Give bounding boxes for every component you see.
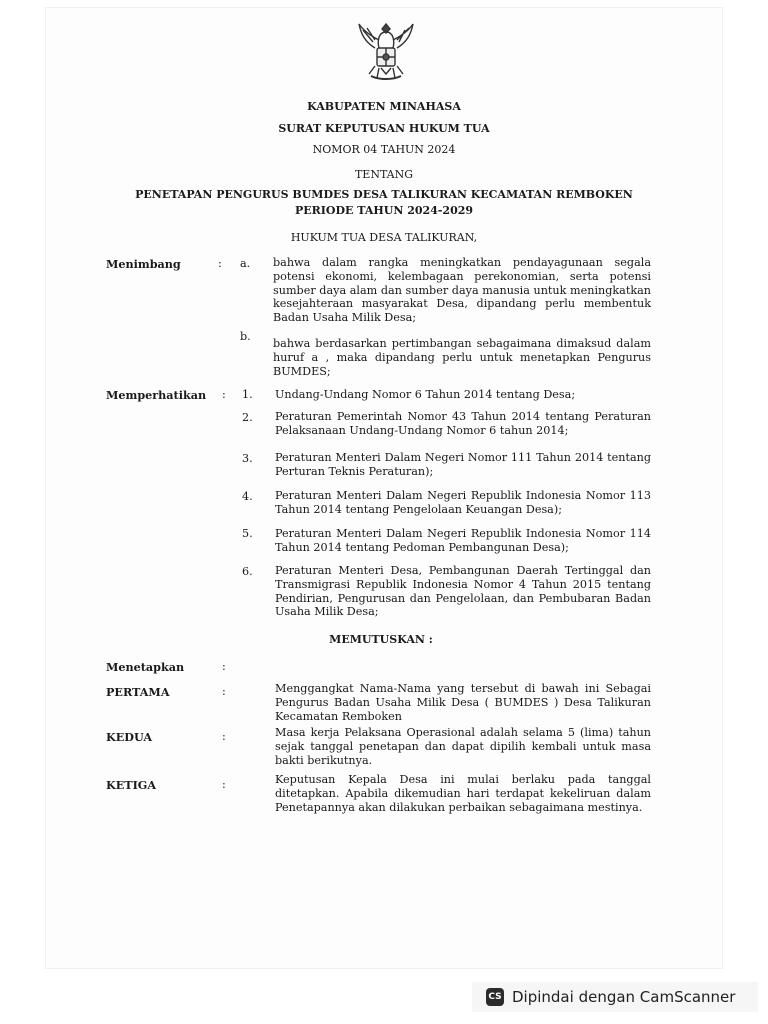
ketiga-label: KETIGA xyxy=(106,778,157,792)
menimbang-marker-a: a. xyxy=(240,257,251,270)
menimbang-item-b: bahwa berdasarkan pertimbangan sebagaimana dimaksud dalam huruf a , maka dipandang perlu untuk menetapkan Pengurus BUMDES; xyxy=(273,337,651,378)
menimbang-item-a: bahwa dalam rangka meningkatkan pendayagunaan segala potensi ekonomi, kelembagaan perekonomian, serta potensi sumber daya alam dan sumber daya manusia untuk meningkatkan kesejahteraan masyarakat Desa, dipandang perlu membentuk Badan Usaha Milik Desa; xyxy=(273,256,651,325)
pertama-label: PERTAMA xyxy=(106,685,170,699)
law-marker-3: 3. xyxy=(242,452,253,465)
camscanner-watermark xyxy=(472,982,758,1012)
watermark-text: Dipindai dengan CamScanner xyxy=(512,988,736,1006)
menimbang-marker-b: b. xyxy=(240,330,251,343)
menetapkan-label: Menetapkan xyxy=(106,660,185,674)
law-marker-5: 5. xyxy=(242,527,253,540)
decree-title: SURAT KEPUTUSAN HUKUM TUA xyxy=(278,122,490,135)
menetapkan-colon: : xyxy=(222,660,226,673)
law-item-2: Peraturan Pemerintah Nomor 43 Tahun 2014 tentang Peraturan Pelaksanaan Undang-Undang Nomor 6 tahun 2014; xyxy=(275,410,651,437)
authority-line: HUKUM TUA DESA TALIKURAN, xyxy=(290,231,478,244)
law-marker-4: 4. xyxy=(242,490,253,503)
memutuskan-heading: MEMUTUSKAN : xyxy=(329,633,433,646)
memperhatikan-colon: : xyxy=(222,388,226,401)
pertama-colon: : xyxy=(222,685,226,698)
law-item-6: Peraturan Menteri Desa, Pembangunan Daerah Tertinggal dan Transmigrasi Republik Indonesia Nomor 4 Tahun 2015 tentang Pendirian, Pengurusan dan Pengelolaan, dan Pembubaran Badan Usaha Milik Desa; xyxy=(275,564,651,619)
pertama-text: Menggangkat Nama-Nama yang tersebut di bawah ini Sebagai Pengurus Badan Usaha Milik Desa ( BUMDES ) Desa Talikuran Kecamatan Remboken xyxy=(275,682,651,723)
ketiga-colon: : xyxy=(222,778,226,791)
kedua-colon: : xyxy=(222,730,226,743)
subject-line-2: PERIODE TAHUN 2024-2029 xyxy=(294,204,474,217)
kedua-label: KEDUA xyxy=(106,730,153,744)
law-item-1: Undang-Undang Nomor 6 Tahun 2014 tentang Desa; xyxy=(275,388,576,401)
decree-number: NOMOR 04 TAHUN 2024 xyxy=(312,143,456,156)
about-heading: TENTANG xyxy=(354,168,414,181)
menimbang-label: Menimbang xyxy=(106,257,181,271)
law-item-5: Peraturan Menteri Dalam Negeri Republik Indonesia Nomor 114 Tahun 2014 tentang Pedoman Pembangunan Desa); xyxy=(275,527,651,554)
subject-line-1: PENETAPAN PENGURUS BUMDES DESA TALIKURAN KECAMATAN REMBOKEN xyxy=(135,188,633,201)
kedua-text: Masa kerja Pelaksana Operasional adalah selama 5 (lima) tahun sejak tanggal penetapan dan dapat dipilih kembali untuk masa bakti berikutnya. xyxy=(275,726,651,767)
garuda-emblem-icon xyxy=(355,18,417,86)
memperhatikan-label: Memperhatikan xyxy=(106,388,207,402)
regency-title: KABUPATEN MINAHASA xyxy=(307,100,461,113)
law-marker-2: 2. xyxy=(242,411,253,424)
law-item-4: Peraturan Menteri Dalam Negeri Republik Indonesia Nomor 113 Tahun 2014 tentang Pengelolaan Keuangan Desa); xyxy=(275,489,651,516)
law-marker-6: 6. xyxy=(242,565,253,578)
camscanner-logo-icon: CS xyxy=(486,988,504,1006)
law-marker-1: 1. xyxy=(242,388,253,401)
law-item-3: Peraturan Menteri Dalam Negeri Nomor 111 Tahun 2014 tentang Perturan Teknis Peraturan); xyxy=(275,451,651,478)
ketiga-text: Keputusan Kepala Desa ini mulai berlaku pada tanggal ditetapkan. Apabila dikemudian hari terdapat kekeliruan dalam Penetapannya akan dilakukan perbaikan sebagaimana mestinya. xyxy=(275,773,651,814)
menimbang-colon: : xyxy=(218,257,222,270)
